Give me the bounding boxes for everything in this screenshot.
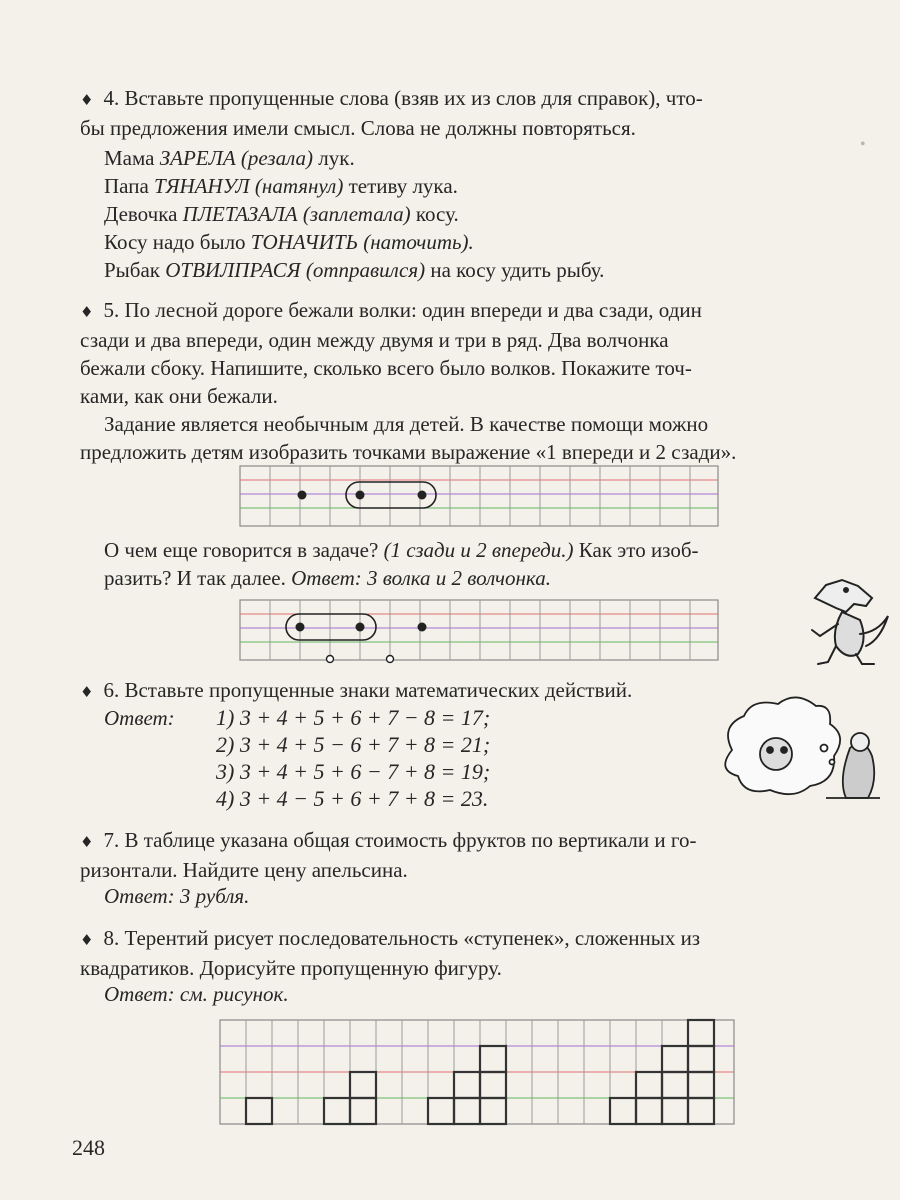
wolf-dot [298,491,307,500]
diamond-bullet-icon: ♦ [80,91,94,109]
wolf-illustration [812,580,888,664]
task6-equation-4: 4) 3 + 4 − 5 + 6 + 7 + 8 = 23. [216,786,489,811]
task6-answer-label: Ответ: [104,706,175,730]
task4-sentence-1: Мама ЗАРЕЛА (резала) лук. [104,146,355,170]
wolf-dot [296,623,305,632]
wolf-dot [356,491,365,500]
page-number: 248 [72,1135,105,1160]
cub-dot [327,656,334,663]
task4-sentence-4: Косу надо было ТОНАЧИТЬ (наточить). [104,230,474,254]
task4-sentence-3: Девочка ПЛЕТАЗАЛА (заплетала) косу. [104,202,459,226]
task5-paragraph: ♦ 5. По лесной дороге бежали волки: один впереди и два сзади, один сзади и два впереди, один между двумя и три в ряд. Два волчонка бежали сбоку. Напишите, сколько всего было волков. Покажите точ- ками, как они бежали. [80,298,702,408]
task7-paragraph: ♦ 7. В таблице указана общая стоимость фруктов по вертикали и го- ризонтали. Найдите цену апельсина. [80,828,697,882]
wolf-dot [418,623,427,632]
task4-sentence-2: Папа ТЯНАНУЛ (натянул) тетиву лука. [104,174,458,198]
task6-paragraph: ♦ 6. Вставьте пропущенные знаки математических действий. [80,678,633,702]
task4-line2: бы предложения имели смысл. Слова не должны повторяться. [80,116,636,140]
wolf-dot [418,491,427,500]
task5-hint: Задание является необычным для детей. В качестве помощи можно предложить детям изобразить точками выражение «1 впереди и 2 сзади». [80,412,737,464]
wolf-dot [356,623,365,632]
task6-equation-3: 3) 3 + 4 + 5 + 6 − 7 + 8 = 19; [216,759,491,784]
task8-paragraph: ♦ 8. Терентий рисует последовательность «ступенек», сложенных из квадратиков. Дорисуйте пропущенную фигуру. [80,926,701,980]
diamond-bullet-icon: ♦ [80,303,94,321]
task4-line1: 4. Вставьте пропущенные слова (взяв их из слов для справок), что- [103,86,703,110]
staircase-grid [220,1020,734,1124]
diamond-bullet-icon: ♦ [80,833,94,851]
task6-equation-1: 1) 3 + 4 + 5 + 6 + 7 − 8 = 17; [216,705,491,730]
wolves-grid-1 [240,466,718,526]
task6-equation-2: 2) 3 + 4 + 5 − 6 + 7 + 8 = 21; [216,732,491,757]
textbook-page: • ♦ 4. Вставьте пропущенные слова (взяв их из слов для справок), что- бы предложения имели смысл. Слова не должны повторяться. Мама ЗАРЕЛА (резала) лук. Папа ТЯНАНУЛ (натянул) тетиву лука. Девочка ПЛЕТАЗАЛА (заплетала) косу. Косу надо было ТОНАЧИТЬ (наточить). Рыбак ОТВИЛПРАСЯ (отправился) на косу удить рыбу. ♦ 5. По лесной дороге бежали волки: один впереди и два сзади, один сзади и два впереди, один между двумя и три в ряд. Два волчонка бежали сбоку. Напишите, сколько всего было волков. Покажите точ- ками, как они бежали. Задание является необычным для детей. В качестве помощи можно предложить детям изобразить точками выражение «1 впереди и 2 сзади». О чем еще говорится в задаче? (1 сзади и 2 впереди.) Как это изоб- разить? И так далее. Ответ: 3 волка и 2 волчонка. ♦ 6. Вставьте пропущенные знаки математических действий. Ответ: 1) 3 + 4 + 5 + 6 + 7 − 8 = 17; 2) 3 + 4 + 5 − 6 + 7 + 8 = 21; 3) 3 + 4 + 5 + 6 − 7 + 8 = 19; 4) 3 + 4 − 5 + 6 + 7 + 8 = 23. ♦ 7. В таблице указана общая стоимость фруктов по вертикали и го- ризонтали. Найдите цену апельсина. Ответ: 3 рубля. ♦ 8. Терентий рисует последовательность «ступенек», сложенных из квадратиков. Дорисуйте пропущенную фигуру. Ответ: см. рисунок. 248 [0,0,900,1200]
task5-question: О чем еще говорится в задаче? (1 сзади и 2 впереди.) Как это изоб- разить? И так далее. Ответ: 3 волка и 2 волчонка. [104,538,699,590]
cub-dot [387,656,394,663]
task4-sentence-5: Рыбак ОТВИЛПРАСЯ (отправился) на косу удить рыбу. [104,258,605,282]
cartoon-thought-illustration [725,697,880,798]
diamond-bullet-icon: ♦ [80,683,94,701]
diamond-bullet-icon: ♦ [80,931,94,949]
task7-answer: Ответ: 3 рубля. [104,884,250,908]
task8-answer: Ответ: см. рисунок. [104,982,289,1006]
wolves-grid-2 [240,600,718,663]
